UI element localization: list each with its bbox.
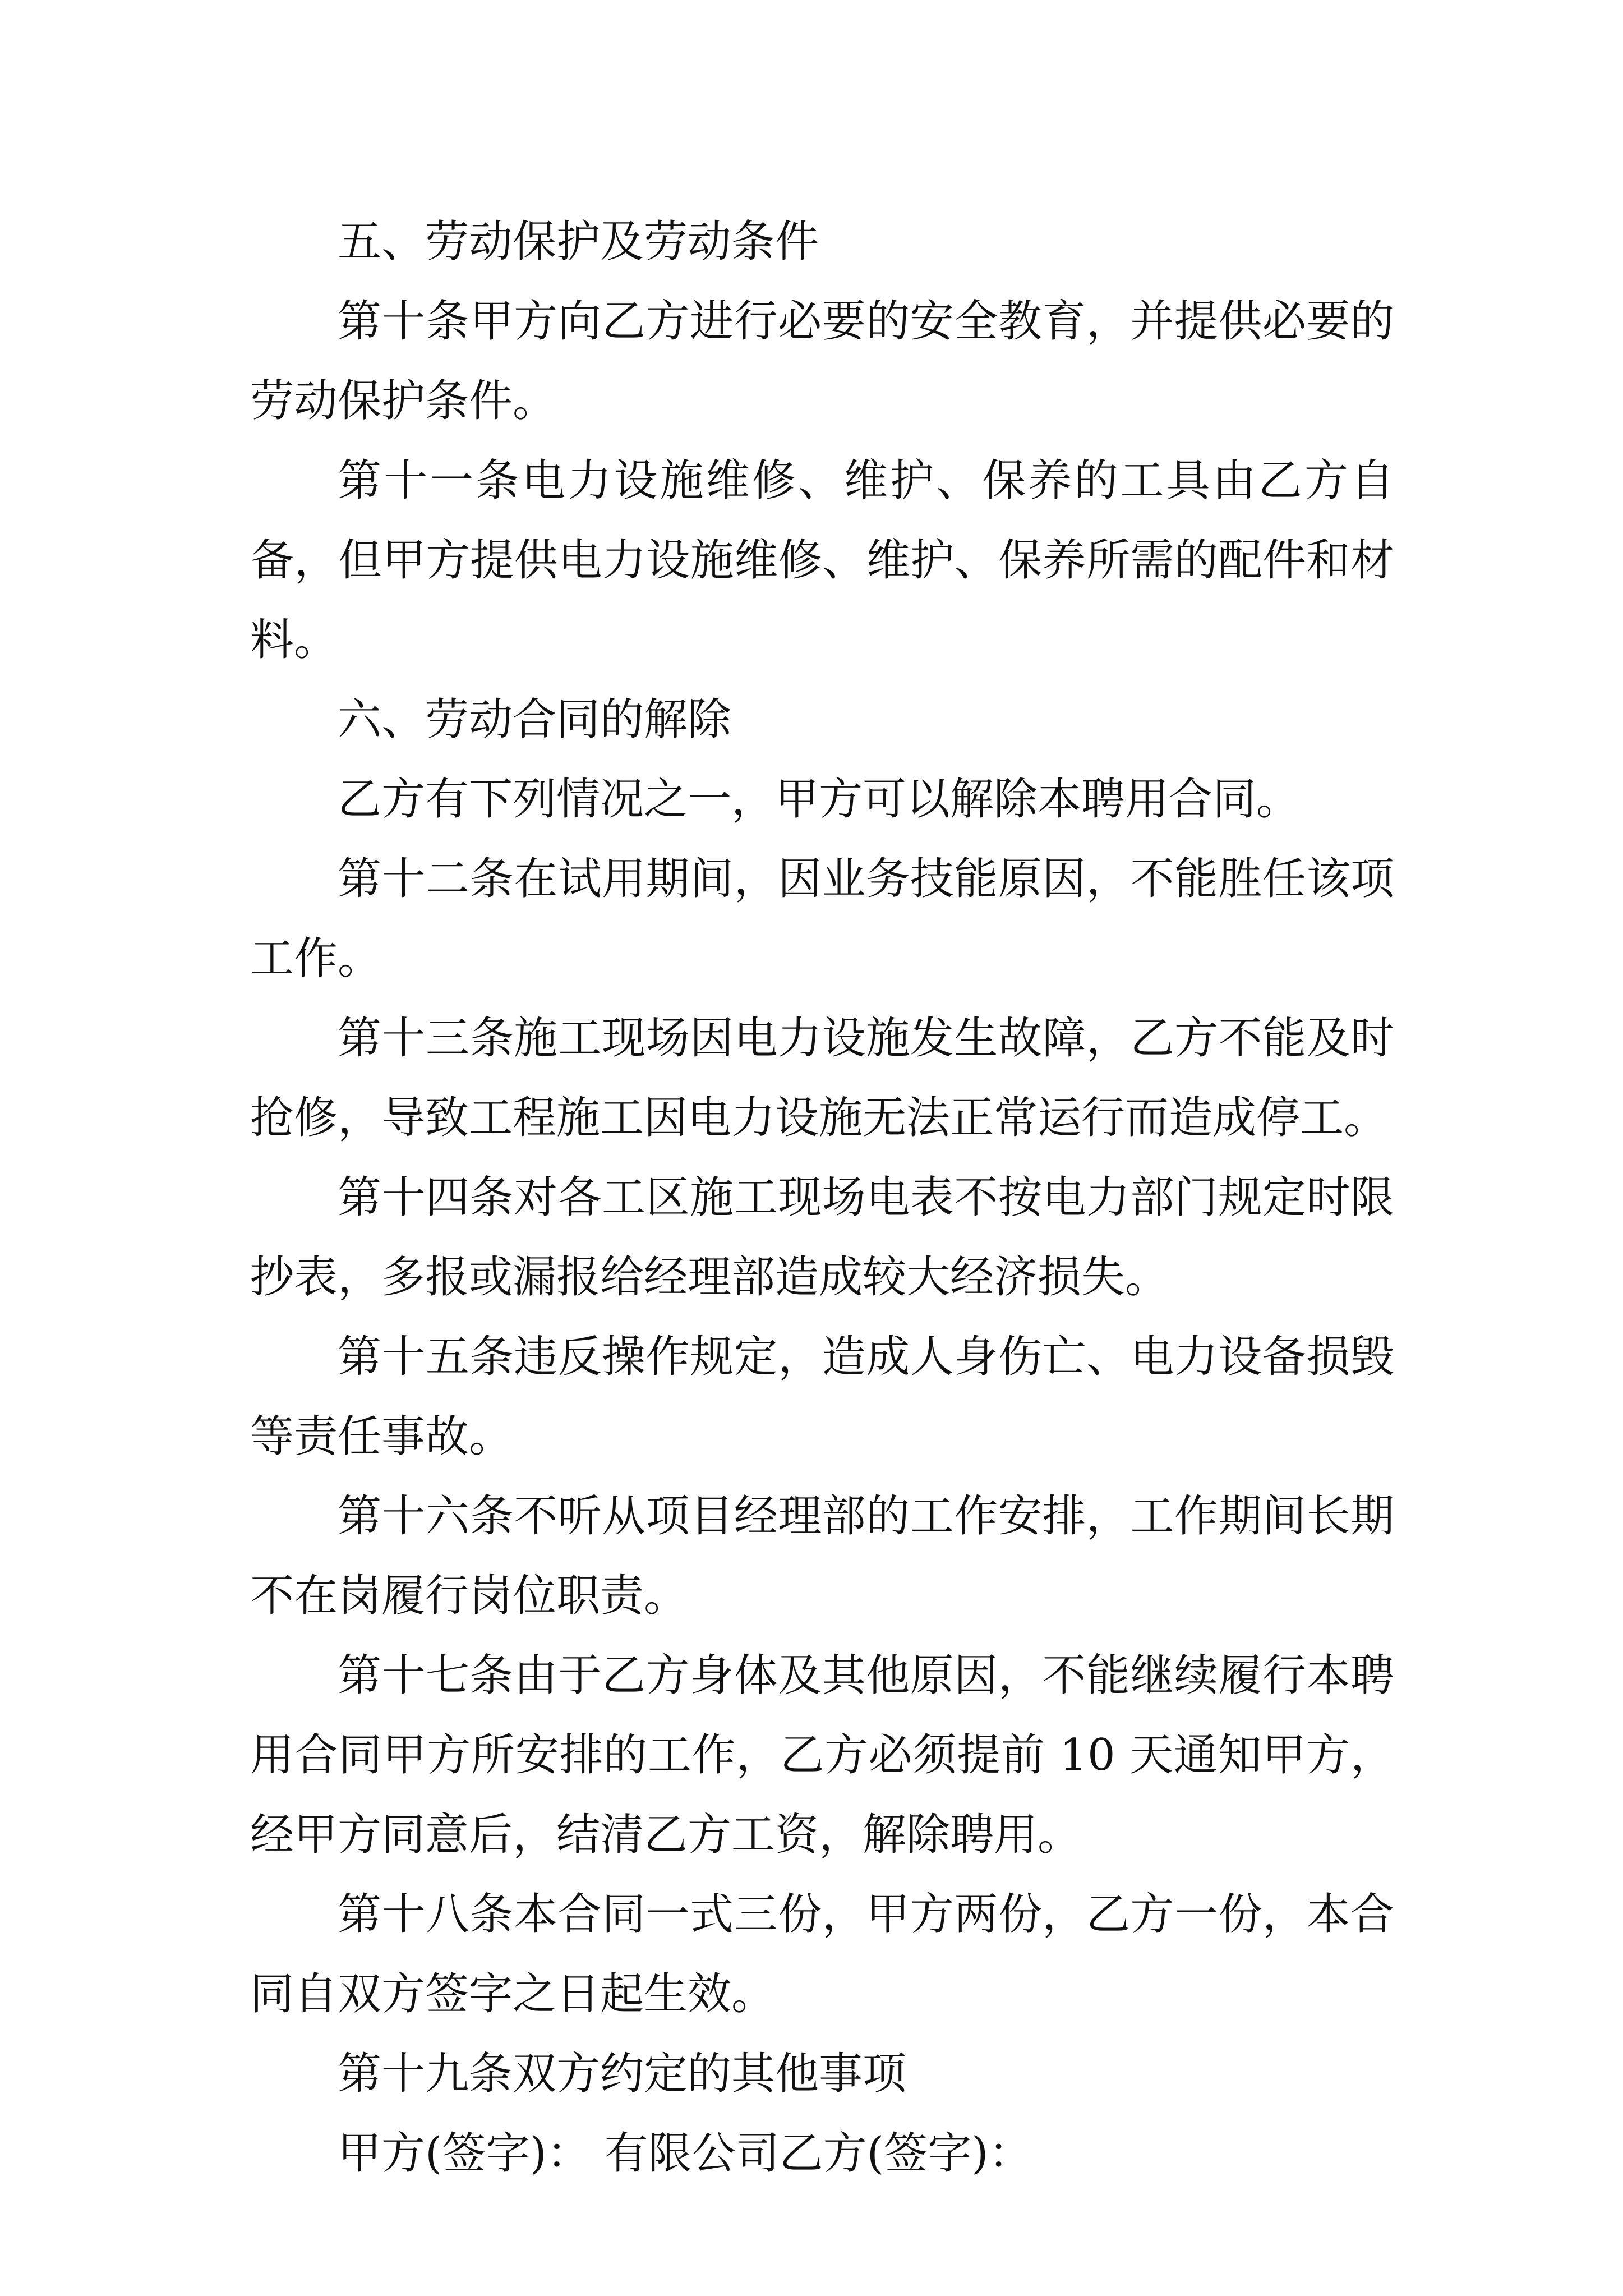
section-heading-contract-termination: 六、劳动合同的解除 <box>338 694 732 745</box>
article-14: 第十四条对各工区施工现场电表不按电力部门规定时限抄表，多报或漏报给经理部造成较大经济损失。 <box>250 1172 1394 1303</box>
article-13: 第十三条施工现场因电力设施发生故障，乙方不能及时抢修，导致工程施工因电力设施无法正常运行而造成停工。 <box>250 1013 1394 1143</box>
article-16: 第十六条不听从项目经理部的工作安排，工作期间长期不在岗履行岗位职责。 <box>250 1491 1394 1621</box>
document-body <box>250 202 1394 2193</box>
article-10: 第十条甲方向乙方进行必要的安全教育，并提供必要的劳动保护条件。 <box>250 296 1394 426</box>
article-11: 第十一条电力设施维修、维护、保养的工具由乙方自备，但甲方提供电力设施维修、维护、保养所需的配件和材料。 <box>250 455 1394 665</box>
signature-line: 甲方(签字)： 有限公司乙方(签字)： <box>338 2128 1032 2179</box>
article-19: 第十九条双方约定的其他事项 <box>338 2049 907 2099</box>
article-15: 第十五条违反操作规定，造成人身伤亡、电力设备损毁等责任事故。 <box>250 1332 1394 1462</box>
section-heading-labor-protection: 五、劳动保护及劳动条件 <box>338 217 819 267</box>
article-17: 第十七条由于乙方身体及其他原因，不能继续履行本聘用合同甲方所安排的工作，乙方必须提前 10 天通知甲方，经甲方同意后，结清乙方工资，解除聘用。 <box>250 1650 1394 1860</box>
article-12: 第十二条在试用期间，因业务技能原因，不能胜任该项工作。 <box>250 854 1394 984</box>
article-18: 第十八条本合同一式三份，甲方两份，乙方一份，本合同自双方签字之日起生效。 <box>250 1889 1394 2019</box>
termination-intro: 乙方有下列情况之一，甲方可以解除本聘用合同。 <box>338 774 1301 825</box>
